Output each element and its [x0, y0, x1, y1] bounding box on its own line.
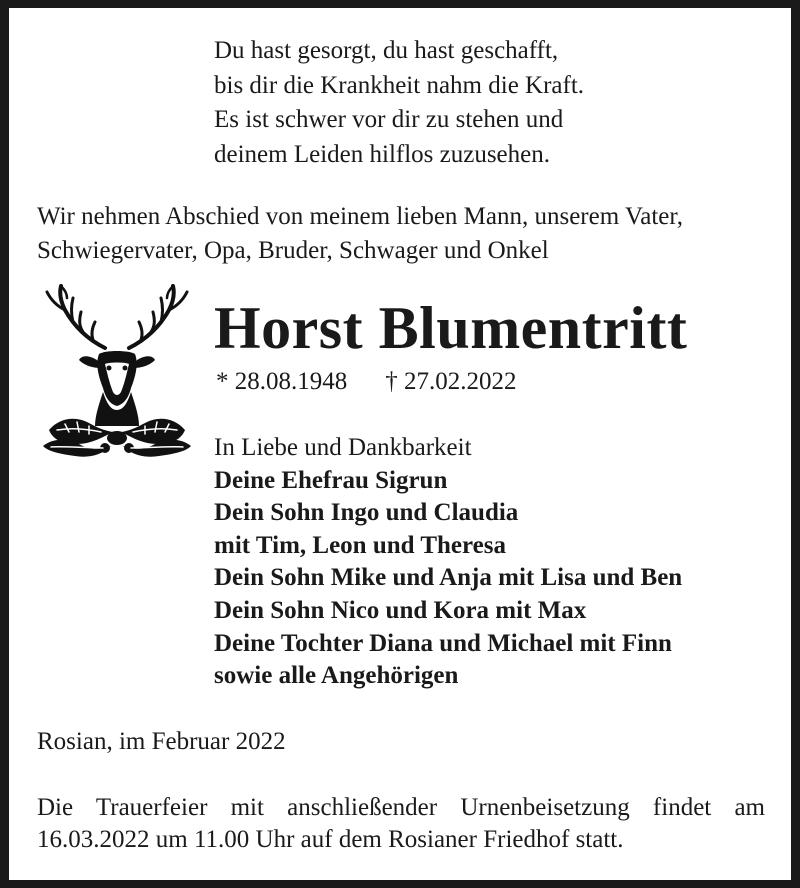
life-dates [216, 366, 517, 398]
mourner-line: Dein Sohn Mike und Anja mit Lisa und Ben [214, 564, 683, 592]
poem [214, 34, 584, 172]
funeral-notice-line: Die Trauerfeier mit anschließender Urnenbeisetzung findet am [37, 794, 765, 821]
funeral-notice [37, 792, 765, 856]
poem-line: Du hast gesorgt, du hast geschafft, [214, 37, 559, 64]
mourner-line: Dein Sohn Ingo und Claudia [214, 499, 519, 527]
mourner-line: mit Tim, Leon und Theresa [214, 531, 506, 559]
poem-line: Es ist schwer vor dir zu stehen und [214, 106, 564, 133]
place-and-date: Rosian, im Februar 2022 [37, 728, 286, 755]
farewell-intro [37, 200, 683, 268]
mourner-line: Deine Ehefrau Sigrun [214, 466, 448, 494]
mourners-intro: In Liebe und Dankbarkeit [214, 434, 472, 461]
mourner-line: Deine Tochter Diana und Michael mit Finn [214, 629, 672, 657]
funeral-notice-line: 16.03.2022 um 11.00 Uhr auf dem Rosianer Friedhof statt. [37, 826, 624, 853]
poem-line: bis dir die Krankheit nahm die Kraft. [214, 71, 585, 99]
intro-line: Wir nehmen Abschied von meinem lieben Mann, unserem Vater, [37, 203, 683, 230]
stag-with-oak-leaves-icon [39, 280, 194, 460]
birth-date: * 28.08.1948 [216, 368, 348, 395]
intro-line: Schwiegervater, Opa, Bruder, Schwager und Onkel [37, 237, 549, 264]
mourner-line: sowie alle Angehörigen [214, 662, 459, 690]
mourner-line: Dein Sohn Nico und Kora mit Max [214, 596, 587, 624]
deceased-name: Horst Blumentritt [214, 295, 688, 361]
mourners-list [214, 432, 682, 693]
death-date: † 27.02.2022 [385, 368, 517, 395]
poem-line: deinem Leiden hilflos zuzusehen. [214, 140, 550, 168]
